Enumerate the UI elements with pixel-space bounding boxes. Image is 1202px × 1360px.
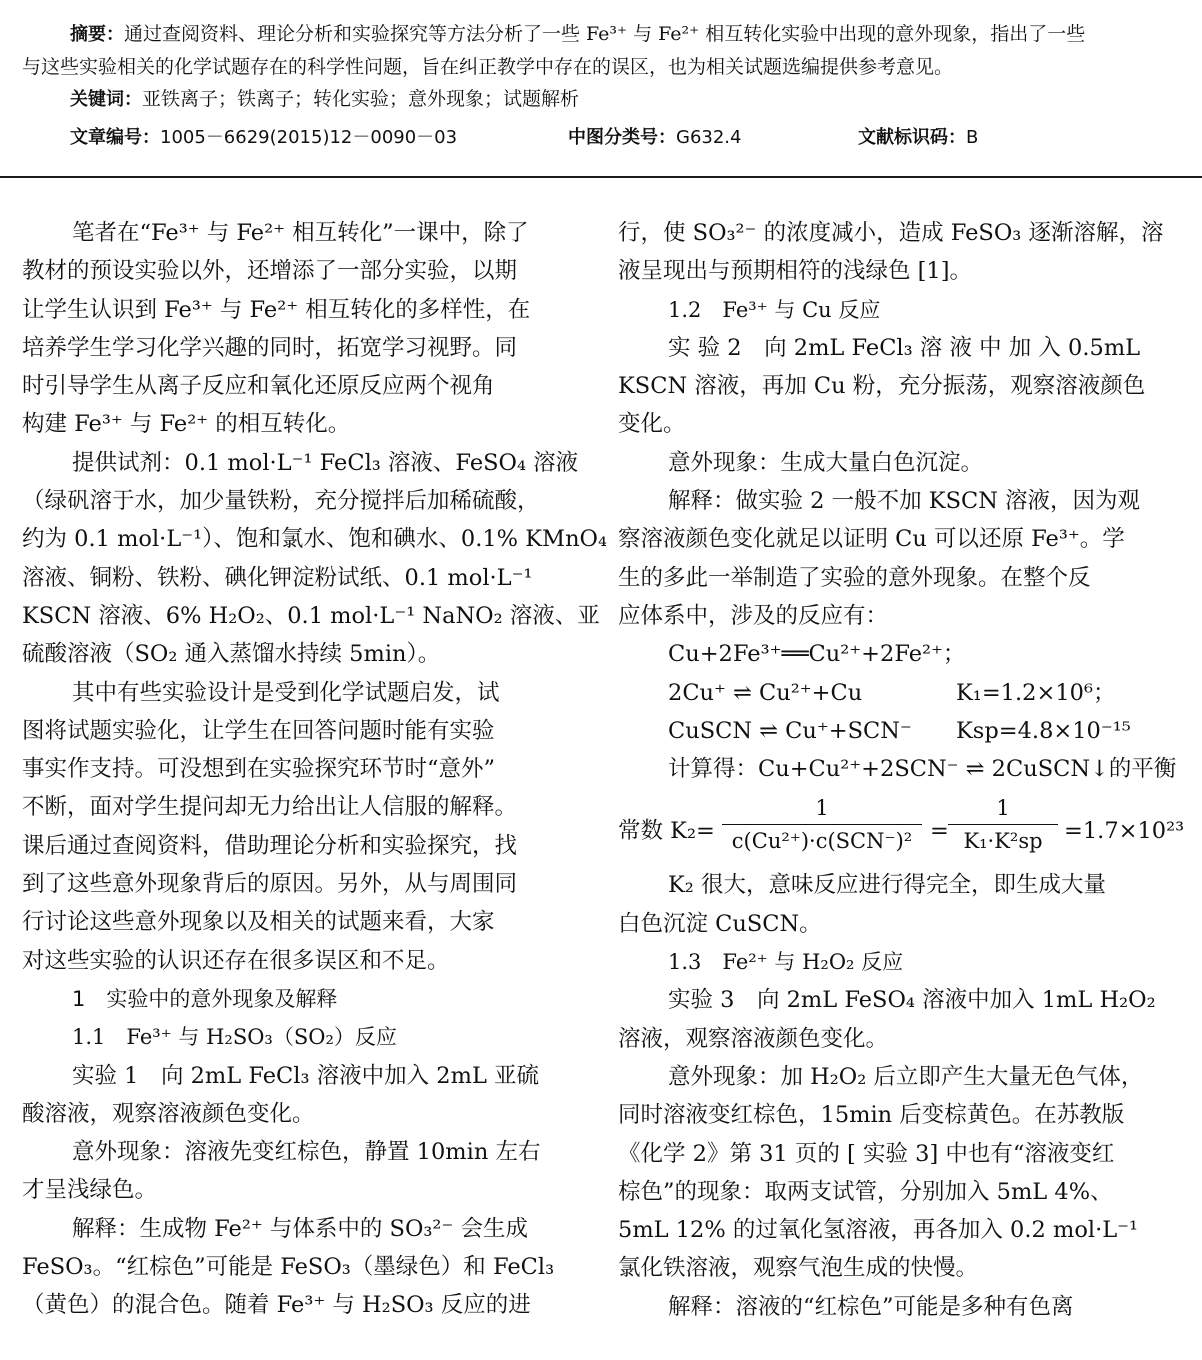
text-line: K₂ 很大，意味反应进行得完全，即生成大量 xyxy=(668,872,1106,899)
text-line: KSCN 溶液，再加 Cu 粉，充分振荡，观察溶液颜色 xyxy=(618,373,1146,400)
keywords-text: 亚铁离子；铁离子；转化实验；意外现象；试题解析 xyxy=(142,88,580,110)
text-line: 不断，面对学生提问却无力给出让人信服的解释。 xyxy=(22,794,518,821)
meta-row xyxy=(0,122,1202,154)
text-line: FeSO₃。“红棕色”可能是 FeSO₃（墨绿色）和 FeCl₃ xyxy=(22,1254,555,1281)
reaction-equations xyxy=(618,635,1173,750)
abstract-text-1: 通过查阅资料、理论分析和实验探究等方法分析了一些 Fe³⁺ 与 Fe²⁺ 相互转化实验中出现的意外现象，指出了一些 xyxy=(124,23,1086,45)
formula-result: =1.7×10²³ xyxy=(1064,818,1185,845)
left-column xyxy=(22,214,608,1325)
equation-row xyxy=(618,712,1173,750)
abstract-label: 摘要： xyxy=(70,24,124,45)
article-number xyxy=(70,122,457,154)
text-line: 《化学 2》第 31 页的 [ 实验 3] 中也有“溶液变红 xyxy=(618,1140,1115,1167)
fraction-1 xyxy=(722,792,922,857)
text-line: 提供试剂：0.1 mol·L⁻¹ FeCl₃ 溶液、FeSO₄ 溶液 xyxy=(72,449,579,476)
text-line: 图将试题实验化，让学生在回答问题时能有实验 xyxy=(22,717,495,744)
text-line: 察溶液颜色变化就足以证明 Cu 可以还原 Fe³⁺。学 xyxy=(618,526,1125,553)
text-line: 解释：生成物 Fe²⁺ 与体系中的 SO₃²⁻ 会生成 xyxy=(72,1215,528,1242)
text-line: 氯化铁溶液，观察气泡生成的快慢。 xyxy=(618,1255,979,1282)
text-line: 实验 1 向 2mL FeCl₃ 溶液中加入 2mL 亚硫 xyxy=(72,1062,540,1089)
header-divider xyxy=(0,176,1202,178)
article-number-value: 1005－6629(2015)12－0090－03 xyxy=(160,127,458,148)
equation-text: Cu+2Fe³⁺══Cu²⁺+2Fe²⁺； xyxy=(668,641,966,668)
equation-row xyxy=(618,674,1173,712)
text-line: 实 验 2 向 2mL FeCl₃ 溶 液 中 加 入 0.5mL xyxy=(668,334,1141,361)
text-line: 1.2 Fe³⁺ 与 Cu 反应 xyxy=(668,297,881,322)
text-line: 同时溶液变红棕色，15min 后变棕黄色。在苏教版 xyxy=(618,1102,1125,1129)
text-line: 变化。 xyxy=(618,411,686,438)
equation-text: CuSCN ⇌ Cu⁺+SCN⁻ xyxy=(668,717,912,744)
text-line: 溶液、铜粉、铁粉、碘化钾淀粉试纸、0.1 mol·L⁻¹ xyxy=(22,564,533,591)
fraction-2-numerator: 1 xyxy=(948,792,1058,825)
text-line: 生的多此一举制造了实验的意外现象。在整个反 xyxy=(618,564,1091,591)
text-line: 其中有些实验设计是受到化学试题启发，试 xyxy=(72,679,500,706)
right-column-part-a xyxy=(618,214,1173,635)
text-line: 到了这些意外现象背后的原因。另外，从与周围同 xyxy=(22,871,518,898)
fraction-1-numerator: 1 xyxy=(722,792,922,825)
clc-number xyxy=(568,122,741,154)
right-column xyxy=(618,214,1185,1326)
text-line: 1 实验中的意外现象及解释 xyxy=(72,986,338,1011)
text-line: 意外现象：溶液先变红棕色，静置 10min 左右 xyxy=(72,1139,541,1166)
text-line: 1.3 Fe²⁺ 与 H₂O₂ 反应 xyxy=(668,950,904,975)
fraction-2 xyxy=(948,792,1058,857)
text-line: （黄色）的混合色。随着 Fe³⁺ 与 H₂SO₃ 反应的进 xyxy=(22,1292,531,1319)
text-line: 教材的预设实验以外，还增添了一部分实验，以期 xyxy=(22,258,518,285)
fraction-2-denominator: K₁·K²sp xyxy=(963,829,1043,854)
text-line: 构建 Fe³⁺ 与 Fe²⁺ 的相互转化。 xyxy=(22,411,351,438)
abstract-line-2 xyxy=(0,51,1202,83)
text-line: 课后通过查阅资料，借助理论分析和实验探究，找 xyxy=(22,832,518,859)
article-number-label: 文章编号： xyxy=(70,127,160,148)
text-line: 行，使 SO₃²⁻ 的浓度减小，造成 FeSO₃ 逐渐溶解，溶 xyxy=(618,220,1164,246)
fraction-1-denominator: c(Cu²⁺)·c(SCN⁻)² xyxy=(731,829,913,854)
text-line: 硫酸溶液（SO₂ 通入蒸馏水持续 5min）。 xyxy=(22,641,441,668)
text-line: 5mL 12% 的过氧化氢溶液，再各加入 0.2 mol·L⁻¹ xyxy=(618,1217,1139,1244)
text-line: 让学生认识到 Fe³⁺ 与 Fe²⁺ 相互转化的多样性，在 xyxy=(22,296,531,323)
text-line: 时引导学生从离子反应和氧化还原反应两个视角 xyxy=(22,373,495,400)
right-column-part-b xyxy=(618,866,1173,1326)
text-line: 棕色”的现象：取两支试管，分别加入 5mL 4%、 xyxy=(618,1178,1113,1205)
text-line: 笔者在“Fe³⁺ 与 Fe²⁺ 相互转化”一课中，除了 xyxy=(72,220,529,246)
article-header xyxy=(0,18,1202,154)
text-line: 意外现象：生成大量白色沉淀。 xyxy=(668,449,984,476)
text-line: 才呈浅绿色。 xyxy=(22,1177,158,1204)
formula-lead: 常数 K₂= xyxy=(618,818,715,845)
keywords-line xyxy=(0,83,1202,116)
equilibrium-constant-formula xyxy=(618,788,1185,866)
text-line: 行讨论这些意外现象以及相关的试题来看，大家 xyxy=(22,909,495,936)
keywords-label: 关键词： xyxy=(70,89,142,110)
text-line: 解释：溶液的“红棕色”可能是多种有色离 xyxy=(668,1293,1074,1320)
equilibrium-constant: Ksp=4.8×10⁻¹⁵ xyxy=(956,717,1131,744)
clc-label: 中图分类号： xyxy=(568,127,676,148)
text-line: 实验 3 向 2mL FeSO₄ 溶液中加入 1mL H₂O₂ xyxy=(668,987,1156,1014)
text-line: 约为 0.1 mol·L⁻¹）、饱和氯水、饱和碘水、0.1% KMnO₄ xyxy=(22,526,608,553)
text-line: 培养学生学习化学兴趣的同时，拓宽学习视野。同 xyxy=(22,334,518,361)
text-line: 事实作支持。可没想到在实验探究环节时“意外” xyxy=(22,756,496,783)
equilibrium-constant: K₁=1.2×10⁶； xyxy=(956,679,1116,706)
text-line: （绿矾溶于水，加少量铁粉，充分搅拌后加稀硫酸， xyxy=(22,488,540,515)
calc-line: 计算得：Cu+Cu²⁺+2SCN⁻ ⇌ 2CuSCN↓的平衡 xyxy=(668,756,1177,783)
formula-equals: = xyxy=(930,818,949,845)
doc-code-label: 文献标识码： xyxy=(858,127,966,148)
text-line: 溶液，观察溶液颜色变化。 xyxy=(618,1025,889,1052)
clc-value: G632.4 xyxy=(676,127,742,148)
equation-text: 2Cu⁺ ⇌ Cu²⁺+Cu xyxy=(668,679,863,706)
equation-row xyxy=(618,635,1173,673)
text-line: 应体系中，涉及的反应有： xyxy=(618,602,889,629)
text-line: 意外现象：加 H₂O₂ 后立即产生大量无色气体， xyxy=(668,1063,1144,1090)
text-line: 酸溶液，观察溶液颜色变化。 xyxy=(22,1100,315,1127)
doc-code-value: B xyxy=(966,127,979,148)
text-line: 白色沉淀 CuSCN。 xyxy=(618,910,822,937)
doc-code xyxy=(858,122,978,154)
abstract-text-2: 与这些实验相关的化学试题存在的科学性问题，旨在纠正教学中存在的误区，也为相关试题选编提供参考意见。 xyxy=(22,56,954,78)
text-line: 对这些实验的认识还存在很多误区和不足。 xyxy=(22,947,450,974)
text-line: 解释：做实验 2 一般不加 KSCN 溶液，因为观 xyxy=(668,488,1141,515)
text-line: KSCN 溶液、6% H₂O₂、0.1 mol·L⁻¹ NaNO₂ 溶液、亚 xyxy=(22,602,600,629)
text-line: 液呈现出与预期相符的浅绿色 [1]。 xyxy=(618,258,973,285)
abstract-line-1 xyxy=(0,18,1202,51)
text-line: 1.1 Fe³⁺ 与 H₂SO₃（SO₂）反应 xyxy=(72,1025,397,1050)
